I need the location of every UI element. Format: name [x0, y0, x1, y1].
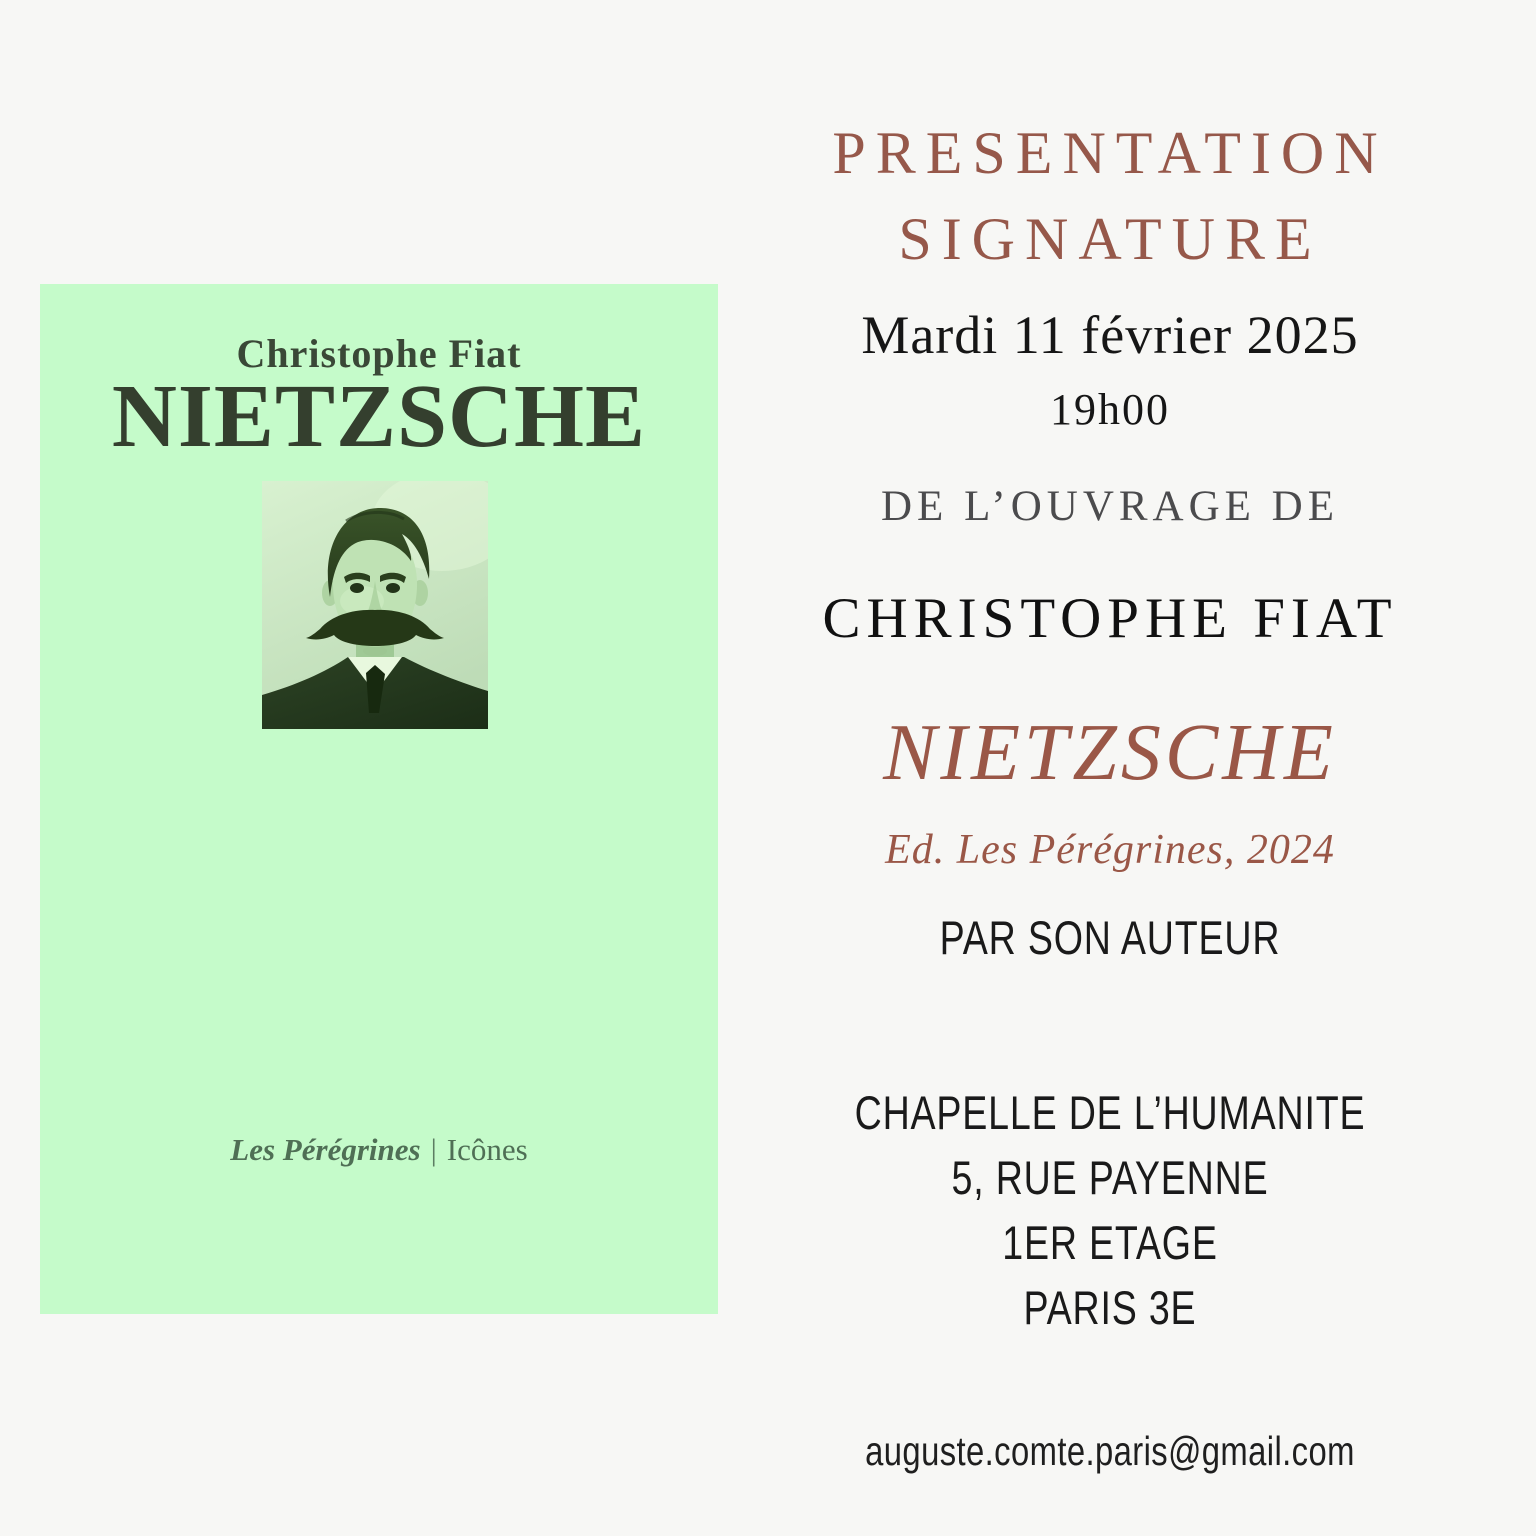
event-title-line2: SIGNATURE [898, 206, 1322, 272]
book-cover [40, 284, 718, 1314]
cover-book-title: NIETZSCHE [111, 367, 647, 466]
venue-line-name: CHAPELLE DE L’HUMANITE [854, 1086, 1366, 1139]
book-title: NIETZSCHE [883, 709, 1337, 797]
event-title [724, 110, 1496, 282]
presented-by: PAR SON AUTEUR [939, 911, 1281, 964]
edition-info: Ed. Les Pérégrines, 2024 [885, 827, 1335, 873]
venue-line-city: PARIS 3E [1023, 1281, 1197, 1334]
event-time: 19h00 [1050, 385, 1170, 434]
nietzsche-portrait-photo [262, 481, 488, 729]
nietzsche-portrait-icon [262, 481, 488, 729]
venue-line-street: 5, RUE PAYENNE [951, 1151, 1269, 1204]
event-details-column [724, 0, 1496, 1536]
venue-address [801, 1080, 1419, 1340]
venue-line-floor: 1ER ETAGE [1002, 1216, 1218, 1269]
work-intro: DE L’OUVRAGE DE [881, 483, 1339, 530]
event-title-line1: PRESENTATION [832, 120, 1388, 186]
cover-publisher-line [40, 1132, 718, 1168]
cover-author-name: Christophe Fiat [236, 331, 522, 376]
publisher-collection: Icônes [446, 1132, 528, 1167]
event-date: Mardi 11 février 2025 [861, 305, 1359, 365]
publisher-separator: | [430, 1132, 437, 1167]
author-name: CHRISTOPHE FIAT [822, 587, 1398, 650]
publisher-name: Les Pérégrines [230, 1132, 421, 1167]
contact-email: auguste.comte.paris@gmail.com [865, 1428, 1355, 1474]
